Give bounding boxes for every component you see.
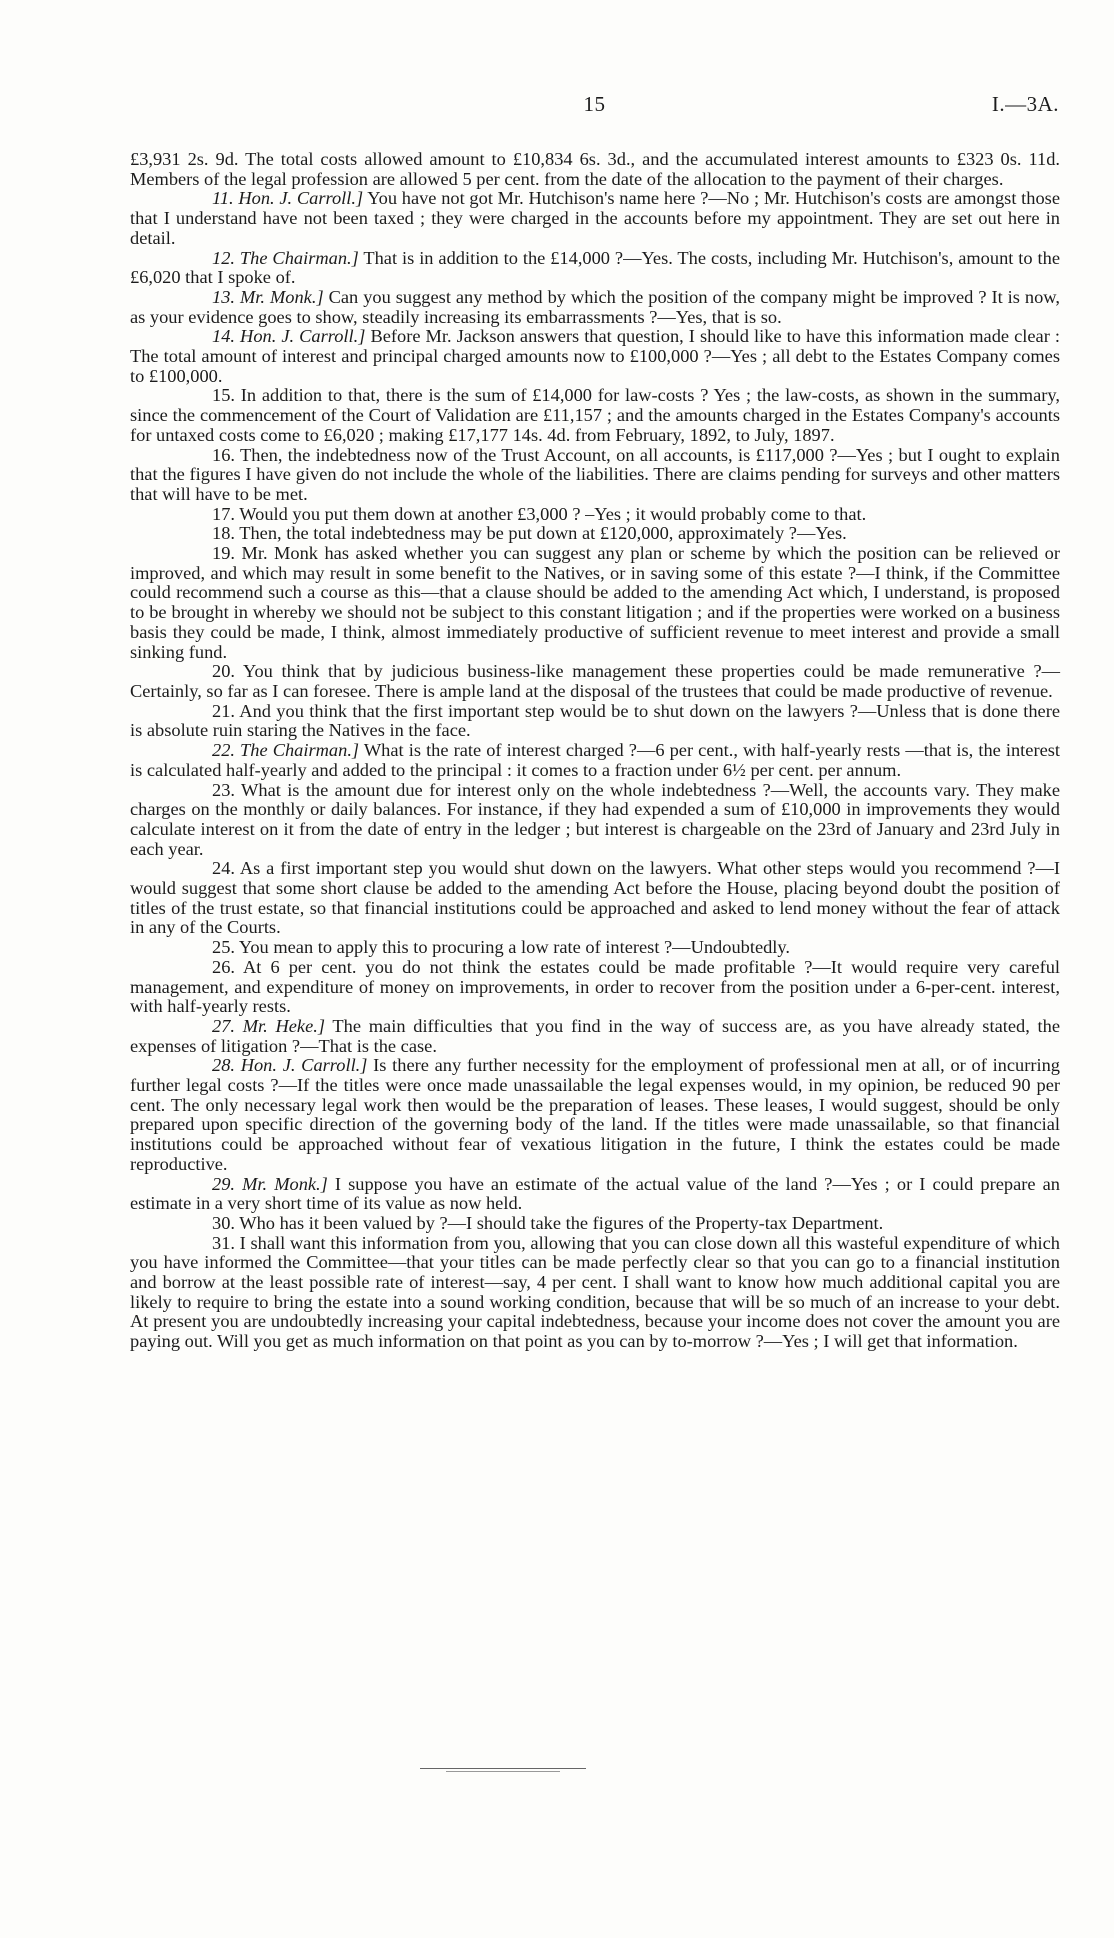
speaker-label: 12. The Chairman.] [212,247,359,268]
speaker-label: 11. Hon. J. Carroll.] [212,188,364,209]
paragraph-text: You have not got Mr. Hutchison's name here ?—No ; Mr. Hutchison's costs are amongst those that I understand have not been taxed ; they were charged in the accounts before my appointment. They are set out here in detail. [130,188,1060,248]
paragraph-text: 25. You mean to apply this to procuring a low rate of interest ?—Undoubtedly. [212,937,791,958]
paragraph-text: 23. What is the amount due for interest only on the whole indebtedness ?—Well, the accounts vary. They make charges on the monthly or daily balances. For instance, if they had expended a sum of £10,000 in improvements they would calculate interest on it from the date of entry in the ledger ; but interest is chargeable on the 23rd of January and 23rd July in each year. [130,779,1060,859]
question-paragraph [130,524,1060,544]
paragraph-text: 21. And you think that the first important step would be to shut down on the lawyers ?—Unless that is done there is absolute ruin staring the Natives in the face. [130,700,1060,741]
paragraph-text: The main difficulties that you find in the way of success are, as you have already stated, the expenses of litigation ?—That is the case. [130,1015,1060,1056]
paragraph-text: 18. Then, the total indebtedness may be put down at £120,000, approximately ?—Yes. [212,523,847,544]
end-rule-inner [446,1771,560,1772]
question-paragraph [130,505,1060,525]
paragraph-text: I suppose you have an estimate of the actual value of the land ?—Yes ; or I could prepare an estimate in a very short time of its value as now held. [130,1173,1060,1214]
question-paragraph [130,189,1060,248]
question-paragraph [130,1175,1060,1214]
paragraph-text: Before Mr. Jackson answers that question, I should like to have this information made clear : The total amount of interest and principal charged amounts now to £100,000 ?—Yes ; all debt to the Estates Company comes to £100,000. [130,326,1060,386]
question-paragraph [130,781,1060,860]
paragraph-text: Can you suggest any method by which the position of the company might be improved ? It is now, as your evidence goes to show, steadily increasing its embarrassments ?—Yes, that is so. [130,286,1060,327]
speaker-label: 14. Hon. J. Carroll.] [212,326,366,347]
speaker-label: 29. Mr. Monk.] [212,1173,328,1194]
paragraph-text: 31. I shall want this information from you, allowing that you can close down all this wasteful expenditure of which you have informed the Committee—that your titles can be made perfectly clear so that you can go to a financial institution and borrow at the least possible rate of interest—say, 4 per cent. I shall want to know how much additional capital you are likely to require to bring the estate into a sound working condition, because that will be so much of an increase to your debt. At present you are undoubtedly increasing your capital indebtedness, because your income does not cover the amount you are paying out. Will you get as much information on that point as you can by to-morrow ?—Yes ; I will get that information. [130,1232,1060,1352]
paragraph-continuation [130,150,1060,189]
question-paragraph [130,1056,1060,1174]
question-paragraph [130,386,1060,445]
question-paragraph [130,1234,1060,1352]
question-paragraph [130,249,1060,288]
speaker-label: 22. The Chairman.] [212,740,360,761]
question-paragraph [130,446,1060,505]
speaker-label: 27. Mr. Heke.] [212,1015,326,1036]
question-paragraph [130,288,1060,327]
paragraph-text: £3,931 2s. 9d. The total costs allowed amount to £10,834 6s. 3d., and the accumulated interest amounts to £323 0s. 11d. Members of the legal profession are allowed 5 per cent. from the date of the allocation to the payment of their charges. [130,149,1060,189]
question-paragraph [130,741,1060,780]
question-paragraph [130,544,1060,662]
evidence-text [130,150,1060,1352]
document-reference: I.—3A. [991,92,1059,116]
paragraph-text: 16. Then, the indebtedness now of the Trust Account, on all accounts, is £117,000 ?—Yes ; but I ought to explain that the figures I have given do not include the whole of the liabilities. There are claims pending for surveys and other matters that will have to be met. [130,444,1060,504]
paragraph-text: 15. In addition to that, there is the sum of £14,000 for law-costs ? Yes ; the law-costs, as shown in the summary, since the commencement of the Court of Validation are £11,157 ; and the amounts charged in the Estates Company's accounts for untaxed costs come to £6,020 ; making £17,177 14s. 4d. from February, 1892, to July, 1897. [130,385,1060,445]
page-number: 15 [583,92,606,116]
paragraph-text: 19. Mr. Monk has asked whether you can suggest any plan or scheme by which the position can be relieved or improved, and which may result in some benefit to the Natives, or in saving some of this estate ?—I think, if the Committee could recommend such a course as this—that a clause should be added to the amending Act which, I understand, is proposed to be brought in whereby we should not be subject to this constant litigation ; and if the properties were worked on a business basis they could be made, I think, almost immediately productive of sufficient revenue to meet interest and provide a small sinking fund. [130,543,1060,662]
question-paragraph [130,702,1060,741]
question-paragraph [130,662,1060,701]
paragraph-text: 26. At 6 per cent. you do not think the estates could be made profitable ?—It would require very careful management, and expenditure of money on improvements, in order to recover from the position under a 6-per-cent. interest, with half-yearly rests. [130,956,1060,1017]
speaker-label: 28. Hon. J. Carroll.] [212,1055,368,1076]
speaker-label: 13. Mr. Monk.] [212,286,324,307]
paragraph-text: Is there any further necessity for the employment of professional men at all, or of incurring further legal costs ?—If the titles were once made unassailable the legal expenses would, in my opinion, be reduced 90 per cent. The only necessary legal work then would be the preparation of leases. These leases, I would suggest, should be only prepared upon specific direction of the governing body of the land. If the titles were made unassailable, so that financial institutions could be approached without fear of vexatious litigation in the future, I think the estates could be made reproductive. [130,1055,1060,1174]
question-paragraph [130,1214,1060,1234]
paragraph-text: What is the rate of interest charged ?—6 per cent., with half-yearly rests —that is, the interest is calculated half-yearly and added to the principal : it comes to a fraction under 6½ per cent. per annum. [130,740,1060,780]
paragraph-text: 24. As a first important step you would shut down on the lawyers. What other steps would you recommend ?—I would suggest that some short clause be added to the amending Act before the House, placing beyond doubt the position of titles of the trust estate, so that financial institutions could be approached and asked to lend money without the fear of attack in any of the Courts. [130,858,1060,938]
question-paragraph [130,958,1060,1017]
question-paragraph [130,1017,1060,1056]
paragraph-text: 17. Would you put them down at another £3,000 ? –Yes ; it would probably come to that. [212,503,867,524]
question-paragraph [130,938,1060,958]
page-header [130,92,1059,122]
paragraph-text: That is in addition to the £14,000 ?—Yes. The costs, including Mr. Hutchison's, amount to the £6,020 that I spoke of. [130,247,1061,288]
end-rule [420,1768,586,1769]
paragraph-text: 20. You think that by judicious business-like management these properties could be made remunerative ?—Certainly, so far as I can foresee. There is ample land at the disposal of the trustees that could be made productive of revenue. [130,661,1060,701]
question-paragraph [130,859,1060,938]
question-paragraph [130,327,1060,386]
paragraph-text: 30. Who has it been valued by ?—I should take the figures of the Property-tax Department. [212,1212,884,1233]
